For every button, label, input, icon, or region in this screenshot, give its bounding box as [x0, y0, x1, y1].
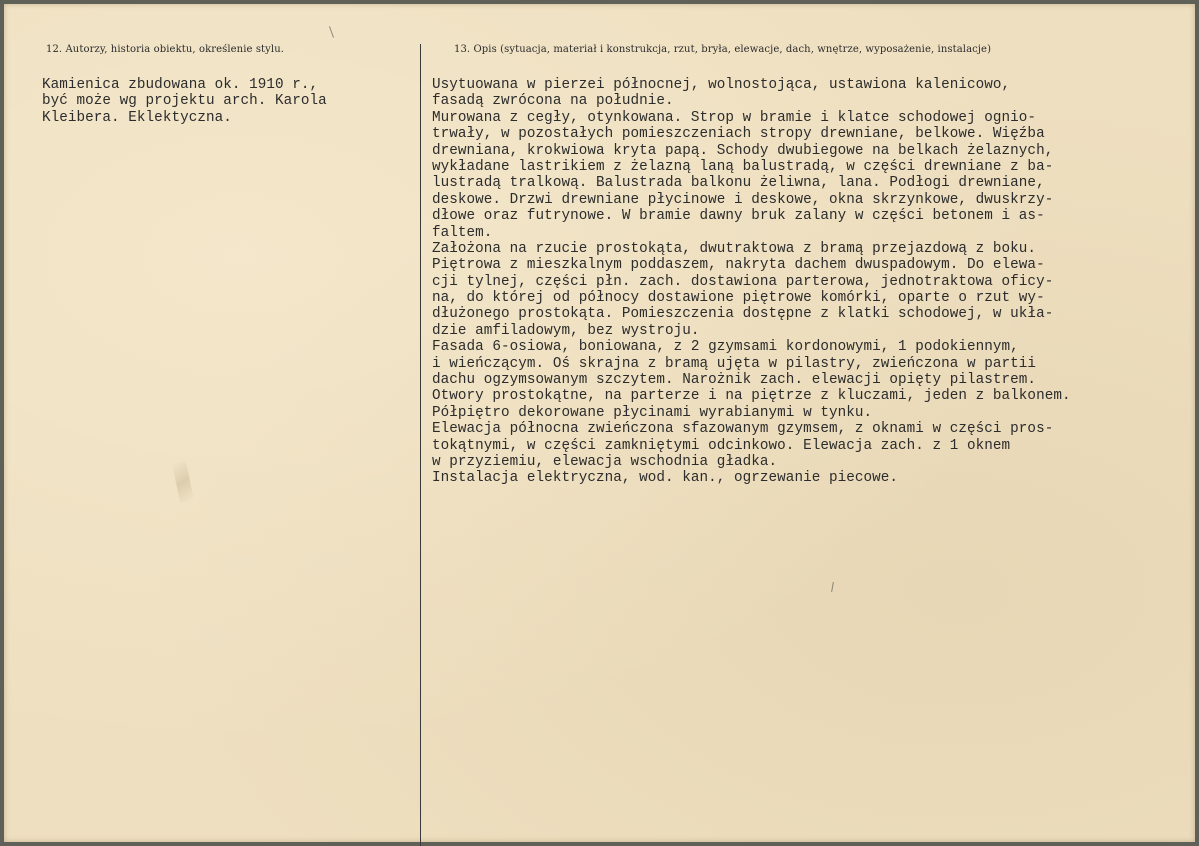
- text-line: tokątnymi, w części zamkniętymi odcinkowo. Elewacja zach. z 1 oknem: [432, 437, 1011, 454]
- paper-stain: [172, 461, 194, 503]
- text-line: wykładane lastrikiem z żelazną laną balustradą, w części drewniane z ba-: [432, 158, 1054, 175]
- text-line: Otwory prostokątne, na parterze i na piętrze z kluczami, jeden z balkonem.: [432, 388, 1071, 405]
- column-divider: [420, 44, 421, 846]
- description-text: [432, 77, 1071, 487]
- pen-mark: [329, 26, 334, 38]
- section-13-header: 13. Opis (sytuacja, materiał i konstrukcja, rzut, bryła, elewacje, dach, wnętrze, wyposażenie, instalacje): [454, 44, 992, 55]
- document-card: [4, 4, 1195, 842]
- text-line: deskowe. Drzwi drewniane płycinowe i deskowe, okna skrzynkowe, dwuskrzy-: [432, 191, 1054, 208]
- text-line: trwały, w pozostałych pomieszczeniach stropy drewniane, belkowe. Więźba: [432, 126, 1045, 143]
- text-line: dachu ogzymsowanym szczytem. Narożnik zach. elewacji opięty pilastrem.: [432, 372, 1037, 389]
- text-line: Murowana z cegły, otynkowana. Strop w bramie i klatce schodowej ognio-: [432, 109, 1037, 126]
- text-line: Kleibera. Eklektyczna.: [42, 109, 232, 126]
- text-line: Półpiętro dekorowane płycinami wyrabianymi w tynku.: [432, 404, 873, 421]
- text-line: w przyziemiu, elewacja wschodnia gładka.: [432, 453, 778, 470]
- pen-mark: [831, 582, 834, 592]
- text-line: drewniana, krokwiowa kryta papą. Schody dwubiegowe na belkach żelaznych,: [432, 142, 1054, 159]
- text-line: dzie amfiladowym, bez wystroju.: [432, 322, 700, 339]
- section-12-header: 12. Autorzy, historia obiektu, określenie stylu.: [46, 44, 285, 55]
- text-line: na, do której od północy dostawione piętrowe komórki, oparte o rzut wy-: [432, 290, 1045, 307]
- text-line: Elewacja północna zwieńczona sfazowanym gzymsem, z oknami w części pros-: [432, 421, 1054, 438]
- text-line: dłużonego prostokąta. Pomieszczenia dostępne z klatki schodowej, w ukła-: [432, 306, 1054, 323]
- text-line: lustradą tralkową. Balustrada balkonu żeliwna, lana. Podłogi drewniane,: [432, 175, 1045, 192]
- history-style-text: [42, 77, 327, 126]
- text-line: i wieńczącym. Oś skrajna z bramą ujęta w pilastry, zwieńczona w partii: [432, 355, 1037, 372]
- text-line: Kamienica zbudowana ok. 1910 r.,: [42, 77, 319, 93]
- text-line: Instalacja elektryczna, wod. kan., ogrzewanie piecowe.: [432, 470, 898, 487]
- text-line: cji tylnej, części płn. zach. dostawiona parterowa, jednotraktowa oficy-: [432, 273, 1054, 290]
- text-line: dłowe oraz futrynowe. W bramie dawny bruk zalany w części betonem i as-: [432, 208, 1045, 225]
- text-line: Fasada 6-osiowa, boniowana, z 2 gzymsami kordonowymi, 1 podokiennym,: [432, 339, 1019, 356]
- text-line: Usytuowana w pierzei północnej, wolnostojąca, ustawiona kalenicowo,: [432, 77, 1011, 93]
- text-line: faltem.: [432, 224, 493, 241]
- text-line: fasadą zwrócona na południe.: [432, 93, 674, 110]
- text-line: Założona na rzucie prostokąta, dwutraktowa z bramą przejazdową z boku.: [432, 240, 1037, 257]
- text-line: Piętrowa z mieszkalnym poddaszem, nakryta dachem dwuspadowym. Do elewa-: [432, 257, 1045, 274]
- text-line: być może wg projektu arch. Karola: [42, 93, 327, 110]
